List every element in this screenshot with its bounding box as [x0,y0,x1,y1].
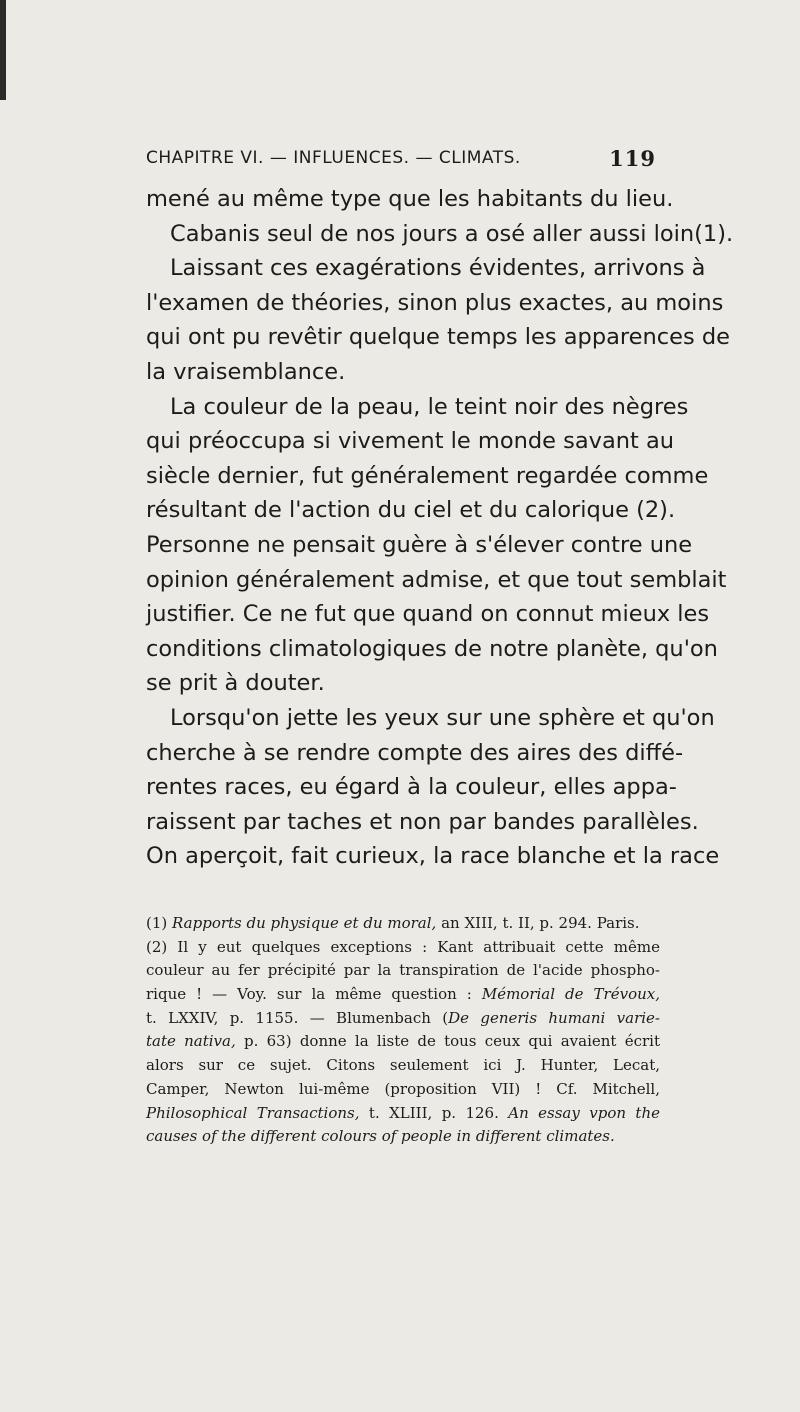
footnote-work-title: De generis humani varie- [448,1008,661,1027]
body-line: siècle dernier, fut généralement regardée comme [146,462,709,489]
footnote-work-title: Rapports du physique et du moral, [172,914,437,932]
footnote-text: an XIII, t. II, p. 294. Paris. [436,914,640,932]
body-line: Cabanis seul de nos jours a osé aller aussi loin(1). [170,220,734,247]
footnote-1 [146,912,660,936]
footnote-text: t. XLIII, p. 126. [359,1103,509,1122]
footnote-text: t. LXXIV, p. 1155. — Blumenbach ( [146,1008,449,1027]
footnote-2-line: Camper, Newton lui-même (proposition VII) ! Cf. Mitchell, [146,1079,660,1098]
body-line: la vraisemblance. [146,358,346,385]
scan-edge-shadow [0,0,6,100]
body-line: raissent par taches et non par bandes parallèles. [146,808,699,835]
body-line: rentes races, eu égard à la couleur, elles appa- [146,774,677,801]
footnote-2-line [146,1102,660,1126]
body-line: résultant de l'action du ciel et du calorique (2). [146,497,676,524]
body-line: qui préoccupa si vivement le monde savant au [146,428,675,455]
running-head-title: CHAPITRE VI. — INFLUENCES. — CLIMATS. [146,148,521,168]
footnote-2-line [146,1125,660,1149]
body-line: l'examen de théories, sinon plus exactes, au moins [146,289,724,316]
footnote-2-line: (2) Il y eut quelques exceptions : Kant attribuait cette même [146,937,660,956]
body-text [146,182,734,874]
body-line: On aperçoit, fait curieux, la race blanche et la race [146,843,720,870]
footnote-work-title: Mémorial de Trévoux, [481,985,660,1004]
body-line: Lorsqu'on jette les yeux sur une sphère et qu'on [170,704,715,731]
body-line: justifier. Ce ne fut que quand on connut mieux les [146,601,710,628]
footnote-2-line: alors sur ce sujet. Citons seulement ici J. Hunter, Lecat, [146,1056,660,1075]
footnote-work-title: causes of the different colours of people in different climates. [146,1127,615,1146]
page-number: 119 [609,146,656,171]
body-line: qui ont pu revêtir quelque temps les apparences de [146,324,730,351]
footnote-work-title: Philosophical Transactions, [146,1103,360,1122]
footnote-mark: (1) [146,914,168,932]
footnotes [146,912,660,1149]
body-line: Laissant ces exagérations évidentes, arrivons à [170,255,706,282]
footnote-2-line [146,1007,660,1031]
footnote-2-line [146,983,660,1007]
body-line: mené au même type que les habitants du lieu. [146,186,674,212]
footnote-work-title: An essay vpon the [508,1103,660,1122]
body-line: se prit à douter. [146,670,325,697]
footnote-work-title: tate nativa, [146,1032,236,1051]
body-line: cherche à se rendre compte des aires des diffé- [146,739,684,766]
footnote-2-line [146,1030,660,1054]
body-line: La couleur de la peau, le teint noir des nègres [170,393,689,420]
body-line: Personne ne pensait guère à s'élever contre une [146,531,693,558]
body-line: opinion généralement admise, et que tout semblait [146,566,727,593]
footnote-text: rique ! — Voy. sur la même question : [146,985,482,1004]
body-line: conditions climatologiques de notre planète, qu'on [146,635,718,662]
footnote-text: p. 63) donne la liste de tous ceux qui avaient écrit [235,1032,660,1051]
footnote-2-line: couleur au fer précipité par la transpiration de l'acide phospho- [146,961,660,980]
